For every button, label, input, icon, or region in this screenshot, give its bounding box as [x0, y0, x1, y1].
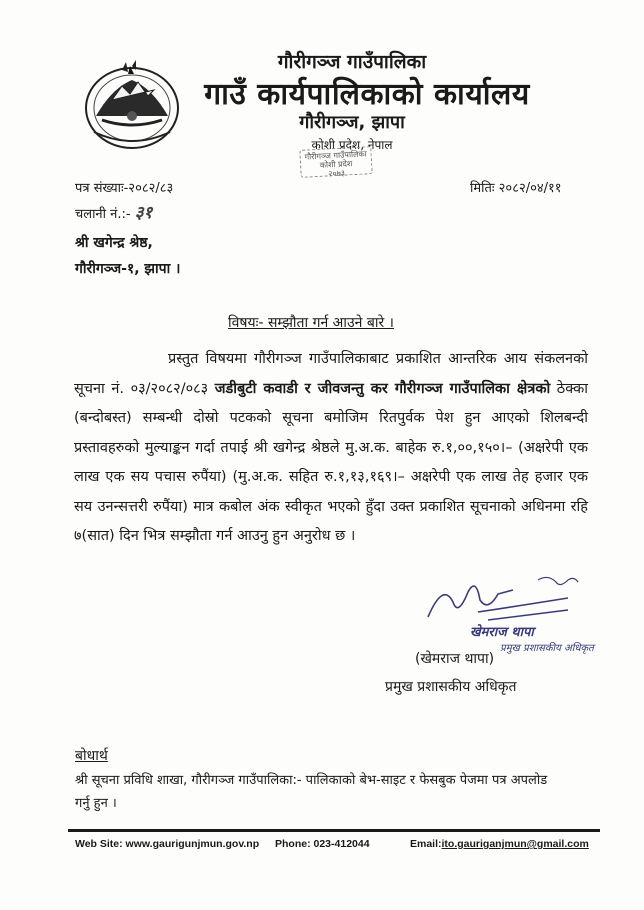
footer-email [410, 838, 589, 850]
footer-website: Web Site: www.gaurigunjmun.gov.np [75, 838, 260, 850]
addressee-name: श्री खगेन्द्र श्रेष्ठ, [75, 235, 153, 251]
office-stamp: गौरीगञ्ज गाउँपालिका कोशी प्रदेश २०७३ [299, 146, 372, 178]
body-text-part2: ठेक्का (बन्दोबस्त) सम्बन्धी दोस्रो पटकको सूचना बमोजिम रितपुर्वक पेश हुन आएको शिलबन्दी प्रस्तावहरुको मुल्याङ्कन गर्दा तपाई श्री खगेन्द्र श्रेष्ठले मु.अ.क. बाहेक रु.१,००,१५०।– (अक्षरेपी एक लाख एक सय पचास रुपैंया) (मु.अ.क. सहित रु.१,१३,१६९।– अक्षरेपी एक लाख तेह हजार एक सय उनन्सत्तरी रुपैंया) मात्र कबोल अंक स्वीकृत भएको हुँदा उक्त प्रकाशित सूचनाको अधिनमा रहि ७(सात) दिन भित्र सम्झौता गर्न आउनु हुन अनुरोध छ । [74, 380, 588, 544]
cc-label: बोधार्थ [75, 748, 108, 764]
footer-email-address: ito.gauriganjmun@gmail.com [441, 838, 589, 850]
province-country: कोशी प्रदेश, नेपाल [311, 138, 393, 152]
dispatch-number [75, 200, 152, 223]
office-name: गाउँ कार्यपालिकाको कार्यालय [204, 77, 530, 112]
addressee-place: गौरीगञ्ज-१, झापा । [75, 261, 181, 277]
letter-date: मितिः २०८२/०४/११ [470, 181, 562, 196]
footer-email-label: Email: [410, 838, 442, 850]
signature-stamp-name: खेमराज थापा [470, 625, 534, 640]
footer-phone: Phone: 023-412044 [275, 838, 370, 850]
signatory-title: प्रमुख प्रशासकीय अधिकृत [385, 679, 517, 695]
office-location: गौरीगञ्ज, झापा [299, 112, 405, 133]
signatory-name: (खेमराज थापा) [415, 651, 495, 667]
cc-line-1: श्री सूचना प्रविधि शाखा, गौरीगञ्ज गाउँपालिका:- पालिकाको बेभ-साइट र फेसबुक पेजमा पत्र अपलोड [75, 773, 548, 788]
signature-stamp-title: प्रमुख प्रशासकीय अधिकृत [500, 643, 594, 654]
body-text-bold: जडीबुटी कवाडी र जीवजन्तु कर गौरीगञ्ज गाउँपालिका क्षेत्रको [214, 380, 551, 397]
letter-subject: विषयः- सम्झौता गर्न आउने बारे । [228, 315, 394, 331]
dispatch-label: चलानी नं.:- [75, 207, 131, 222]
letter-reference-number: पत्र संख्याः-२०८२/८३ [75, 181, 174, 196]
body-text-part1: प्रस्तुत विषयमा गौरीगञ्ज गाउँपालिकाबाट प्रकाशित आन्तरिक आय संकलनको सूचना नं. ०३/२०८२/०८३ [74, 351, 588, 397]
dispatch-value: ३१ [134, 203, 153, 223]
letter-body [74, 345, 588, 552]
footer-divider [68, 829, 600, 832]
municipality-name: गौरीगञ्ज गाउँपालिका [277, 51, 427, 73]
cc-line-2: गर्नु हुन । [75, 796, 117, 811]
